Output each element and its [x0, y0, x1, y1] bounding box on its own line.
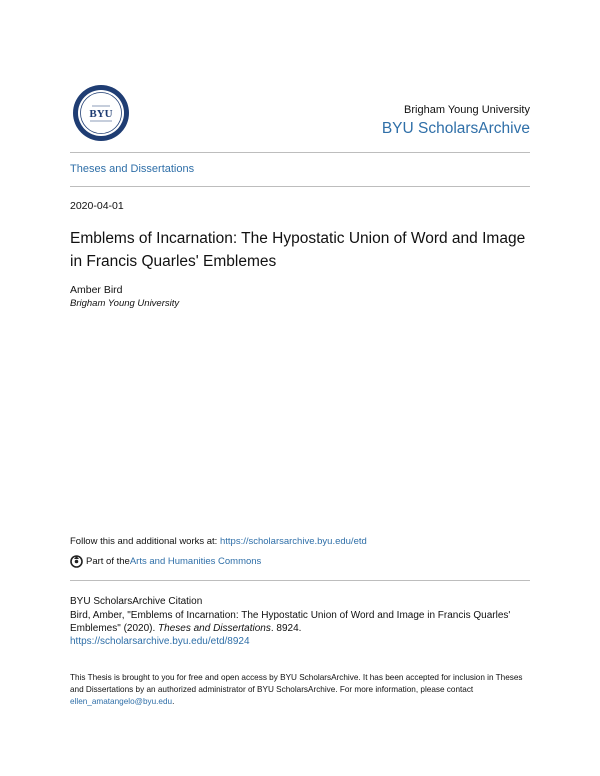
institution-name: Brigham Young University — [404, 104, 530, 116]
byu-seal-icon — [72, 84, 130, 142]
part-of-label: Part of the — [86, 556, 130, 567]
seal-logo-text: BYU — [89, 108, 113, 120]
access-text: This Thesis is brought to you for free and open access by BYU ScholarsArchive. It has been accepted for inclusion in Theses and Dissertations by an authorized administrator of BYU ScholarsArchive. For more information, please contact — [70, 673, 523, 694]
citation-series: Theses and Dissertations — [158, 623, 271, 634]
author-name: Amber Bird — [70, 284, 123, 296]
follow-link[interactable]: https://scholarsarchive.byu.edu/etd — [219, 536, 367, 547]
access-statement — [70, 672, 530, 708]
series-link[interactable]: Theses and Dissertations — [70, 163, 195, 175]
citation-text: Bird, Amber, "Emblems of Incarnation: The Hypostatic Union of Word and Image in Francis Quarles' Emblemes" (2020). — [70, 610, 511, 634]
follow-line — [70, 536, 367, 547]
part-of-line — [70, 555, 261, 568]
divider — [70, 152, 530, 153]
follow-label: Follow this and additional works at: — [70, 536, 220, 547]
citation-link[interactable]: https://scholarsarchive.byu.edu/etd/8924 — [70, 636, 250, 647]
divider — [70, 580, 530, 581]
access-end: . — [172, 697, 175, 706]
open-access-icon — [70, 555, 83, 568]
divider — [70, 186, 530, 187]
citation-heading: BYU ScholarsArchive Citation — [70, 596, 203, 607]
citation-number: . 8924. — [270, 623, 302, 634]
document-title: Emblems of Incarnation: The Hypostatic Union of Word and Image in Francis Quarles' Emblemes — [70, 230, 526, 270]
archive-name[interactable]: BYU ScholarsArchive — [381, 120, 530, 137]
contact-email-link[interactable]: ellen_amatangelo@byu.edu — [70, 697, 173, 706]
author-affiliation: Brigham Young University — [70, 298, 180, 309]
publication-date: 2020-04-01 — [70, 200, 124, 212]
citation-body — [70, 609, 530, 648]
commons-link[interactable]: Arts and Humanities Commons — [129, 556, 262, 567]
